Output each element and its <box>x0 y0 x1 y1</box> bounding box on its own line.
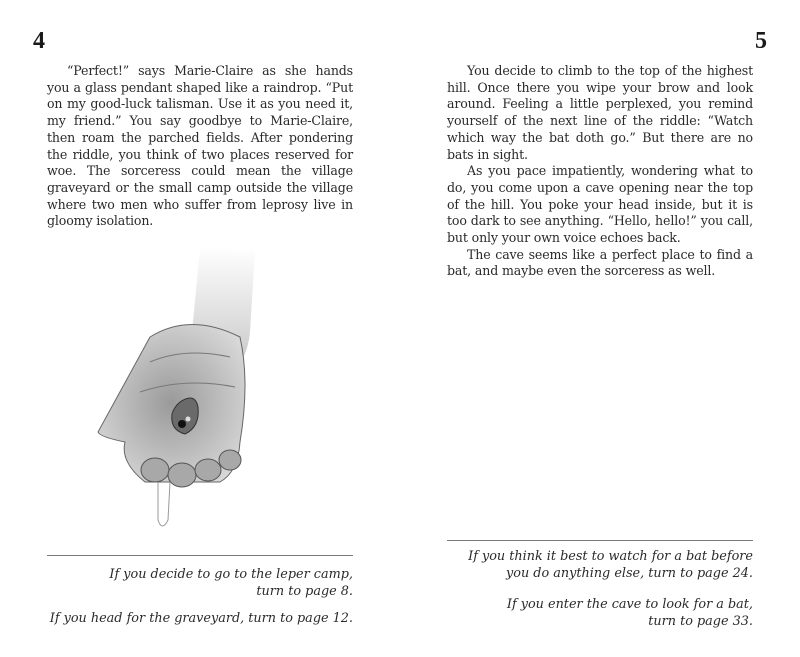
choice-divider <box>47 555 353 556</box>
choice-graveyard[interactable] <box>13 610 353 627</box>
hand-pendant-illustration <box>90 242 290 542</box>
paragraph: As you pace impatiently, wondering what to do, you come upon a cave opening near the top of the hill. You poke your head inside, but it is too dark to see anything. “Hello, hello!” you call, but only your own voice echoes back. <box>447 163 753 246</box>
choice-watch-bat[interactable] <box>433 548 753 582</box>
right-page <box>400 0 800 657</box>
paragraph: “Perfect!” says Marie-Claire as she hands you a glass pendant shaped like a raindrop. “Put on my good-luck talisman. Use it as you need it, my friend.” You say goodbye to Marie-Claire, then roam the parched fields. After pondering the riddle, you think of two places reserved for woe. The sorceress could mean the village graveyard or the small camp outside the village where two men who suffer from leprosy live in gloomy isolation. <box>47 63 353 229</box>
choice-divider <box>447 540 753 541</box>
story-text <box>447 63 753 280</box>
choice-enter-cave[interactable] <box>433 596 753 630</box>
choice-text: If you enter the cave to look for a bat, <box>506 597 753 612</box>
page-number: 5 <box>755 28 767 54</box>
choice-page-ref: you do anything else, turn to page 24. <box>506 566 753 581</box>
story-text <box>47 63 353 230</box>
choice-text: If you decide to go to the leper camp, <box>109 567 353 582</box>
choice-page-ref: turn to page 8. <box>256 584 353 599</box>
paragraph: You decide to climb to the top of the highest hill. Once there you wipe your brow and look around. Feeling a little perplexed, you remind yourself of the next line of the riddle: “Watch which way the bat doth go.” But there are no bats in sight. <box>447 63 753 162</box>
choice-leper-camp[interactable] <box>33 566 353 600</box>
choice-text: If you head for the graveyard, turn to page 12. <box>49 611 353 626</box>
choice-page-ref: turn to page 33. <box>648 614 753 629</box>
page-number: 4 <box>33 28 45 54</box>
choice-text: If you think it best to watch for a bat before <box>468 549 753 564</box>
paragraph: The cave seems like a perfect place to find a bat, and maybe even the sorceress as well. <box>447 246 753 279</box>
